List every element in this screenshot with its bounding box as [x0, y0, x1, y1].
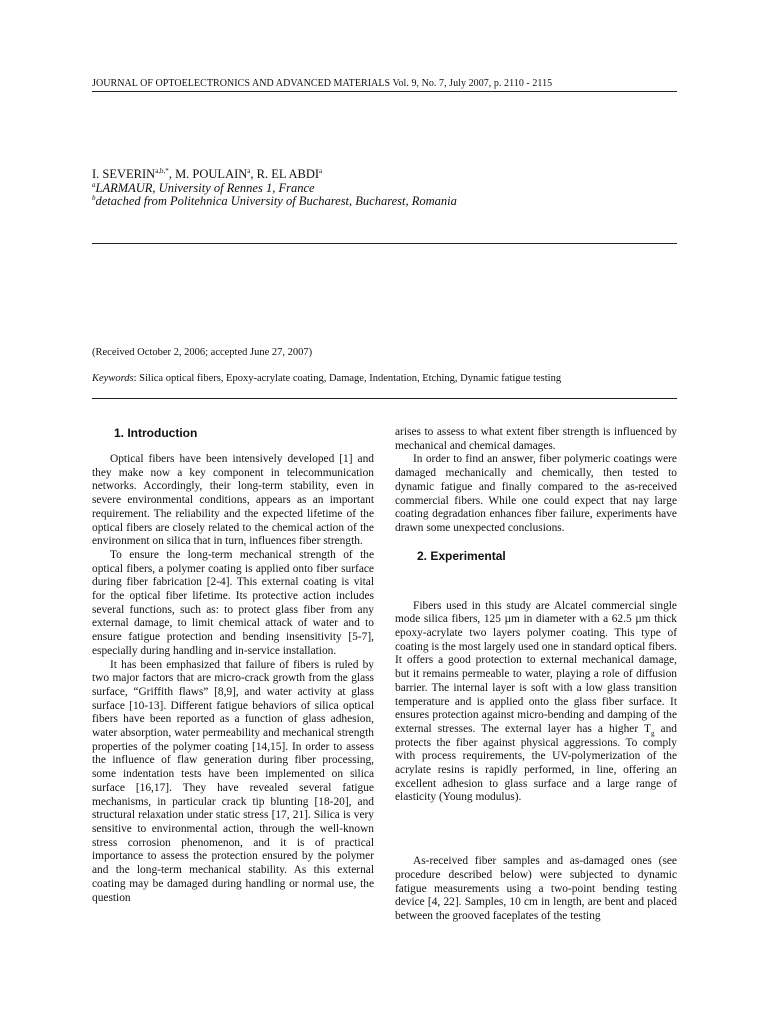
section-heading-introduction: 1. Introduction: [114, 426, 198, 440]
author-line: [92, 168, 457, 182]
affiliation-b-text: detached from Politehnica University of Bucharest, Bucharest, Romania: [95, 194, 457, 208]
affiliation-b-sup: b: [92, 193, 96, 202]
author-1-sup: a,b,*: [155, 166, 169, 175]
author-block: [92, 168, 457, 209]
spacer: [395, 805, 677, 855]
author-2-sup: a: [247, 166, 251, 175]
paragraph: [395, 600, 677, 806]
paragraph: To ensure the long-term mechanical strength of the optical fibers, a polymer coating is applied onto fiber surface during fiber fabrication [2-4]. This external coating is vital for the optical fiber lifetime. Its protective action includes several functions, such as: to protect glass fiber from any external damage, to limit chemical attack of water and to ensure fatigue protection and bending insensitivity [5-7], especially during handling and in-service installation.: [92, 548, 374, 657]
author-2: , M. POULAIN: [168, 167, 248, 181]
left-column: [92, 426, 374, 905]
affiliation-a-sup: a: [92, 180, 96, 189]
author-1: I. SEVERIN: [92, 167, 156, 181]
keywords-label: Keywords: [92, 373, 134, 384]
paragraph: As-received fiber samples and as-damaged ones (see procedure described below) were subjected to dynamic fatigue measurements using a two-point bending testing device [4, 22]. Samples, 10 cm in length, are bent and placed between the grooved faceplates of the testing: [395, 855, 677, 922]
subscript-g: g: [650, 729, 655, 738]
abstract-rule: [92, 398, 677, 399]
affiliation-a: [92, 182, 457, 196]
paragraph: It has been emphasized that failure of fibers is ruled by two major factors that are micro-crack growth from the glass surface, “Griffith flaws” [8,9], and water activity at glass surface [10-13]. Different fatigue behaviors of silica optical fibers have been reported as a function of glass adhesion, water absorption, water permeability and mechanical strength properties of the polymer coating [14,15]. In order to assess the influence of flaw generation during fiber processing, some indentation tests have been implemented on silica surface [16,17]. They have revealed several fatigue mechanisms, in particular crack tip blunting [18-20], and structural relaxation under static stress [17, 21]. Silica is very sensitive to environmental action, through the well-known stress corrosion phenomenon, and it is of practical importance to assess the protection ensured by the polymer and the long-term mechanical stability. As this external coating may be damaged during handling or normal use, the question: [92, 658, 374, 904]
paragraph-text: and protects the fiber against physical aggressions. To comply with process requirements, the UV-polymerization of the acrylate resins is rapidly performed, in line, offering an excellent adhesion to glass surface and a large range of elasticity (Young modulus).: [395, 722, 677, 804]
header-rule: [92, 91, 677, 92]
received-dates: (Received October 2, 2006; accepted June 27, 2007): [92, 347, 313, 358]
author-3-sup: a: [319, 166, 323, 175]
keywords-text: : Silica optical fibers, Epoxy-acrylate coating, Damage, Indentation, Etching, Dynamic fatigue testing: [133, 373, 562, 384]
paragraph: Optical fibers have been intensively developed [1] and they make now a key component in telecommunication networks. Accordingly, their long-term stability, even in severe environmental conditions, appears as an important requirement. The reliability and the expected lifetime of the optical fibers are closely related to the chemical action of the environment on silica that in turn, influences fiber strength.: [92, 453, 374, 548]
keywords-line: [92, 373, 561, 384]
author-3: , R. EL ABDI: [250, 167, 320, 181]
affiliation-b: [92, 195, 457, 209]
spacer: [395, 563, 677, 600]
paragraph-text: Fibers used in this study are Alcatel commercial single mode silica fibers, 125 µm in diameter with a 62.5 µm thick epoxy-acrylate two layers polymer coating. This type of coating is the most largely used one in standard optical fibers. It offers a good protection to external mechanical damage, but it remains permeable to water, playing a role of diffusion barrier. The internal layer is soft with a low glass transition temperature and is applied onto the glass fiber surface. It ensures protection against micro-bending and damping of the external stresses. The external layer has a higher T: [395, 599, 677, 735]
paragraph: In order to find an answer, fiber polymeric coatings were damaged mechanically and chemically, then tested to dynamic fatigue and finally compared to the as-received commercial fibers. While one could expect that nay large coating degradation enhances fiber failure, experiments have drawn some unexpected conclusions.: [395, 453, 677, 534]
right-column: [395, 426, 677, 924]
title-rule: [92, 243, 677, 244]
affiliation-a-text: LARMAUR, University of Rennes 1, France: [95, 180, 315, 195]
section-heading-experimental: 2. Experimental: [417, 548, 506, 563]
paragraph-continued: arises to assess to what extent fiber strength is influenced by mechanical and chemical damages.: [395, 426, 677, 452]
journal-header: JOURNAL OF OPTOELECTRONICS AND ADVANCED MATERIALS Vol. 9, No. 7, July 2007, p. 2110 - 2115: [92, 78, 553, 89]
